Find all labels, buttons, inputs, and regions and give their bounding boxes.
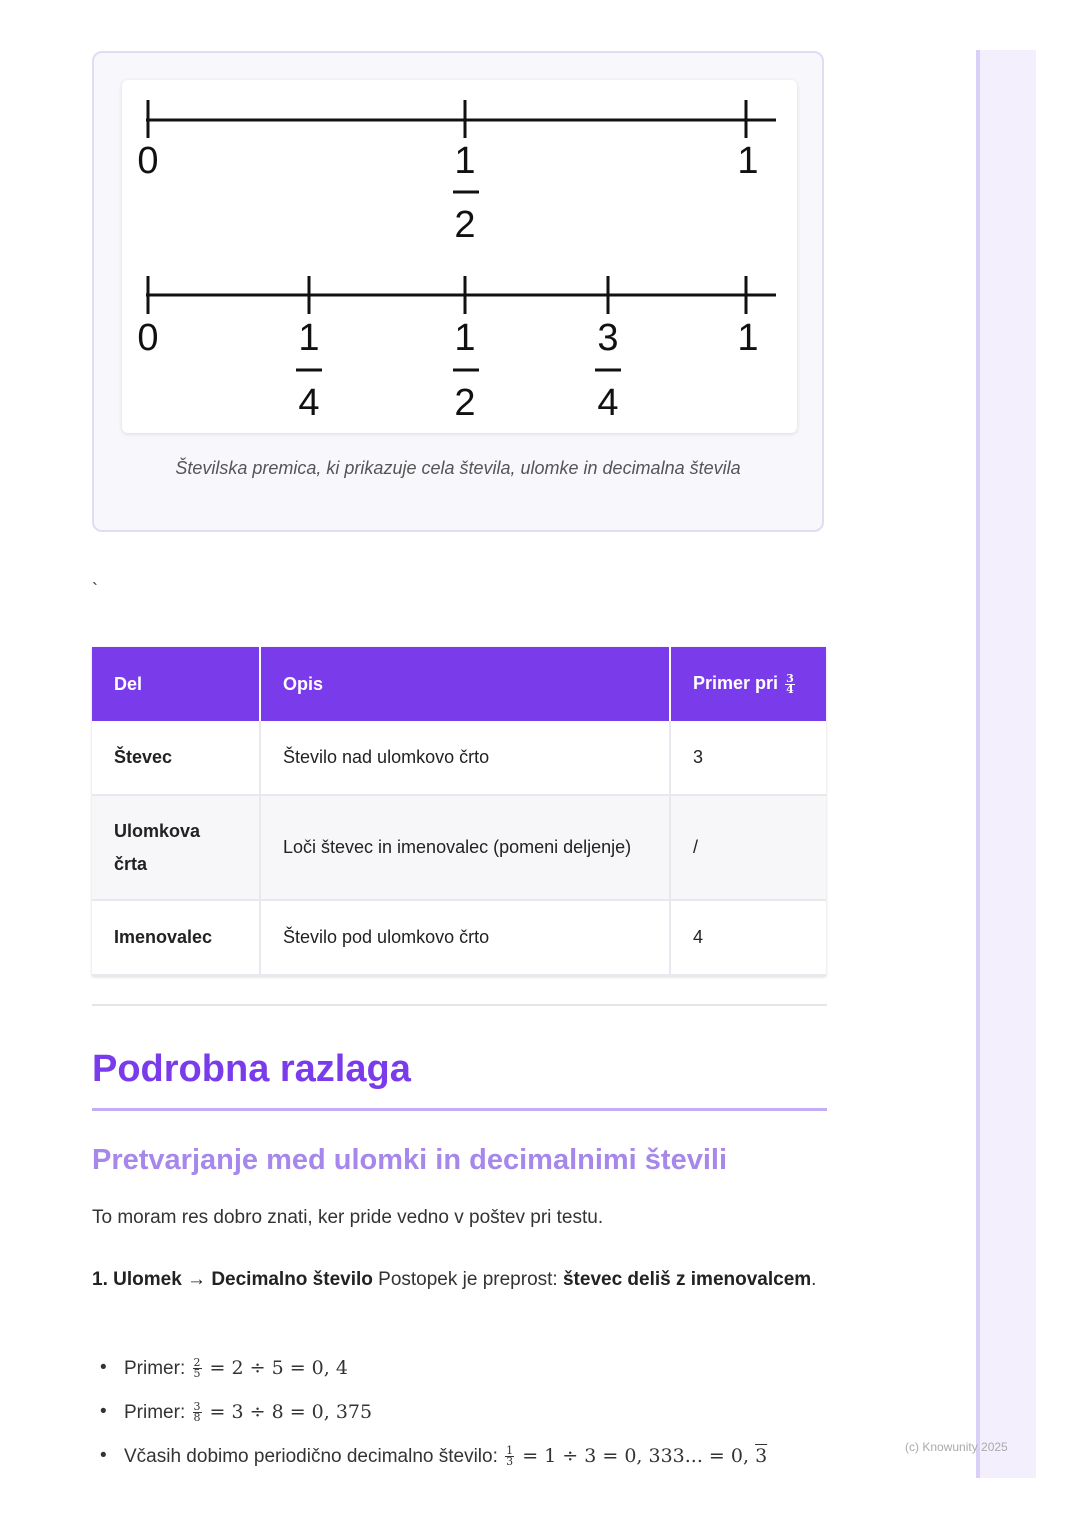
header-primer: Primer pri $\frac{3}{4}$ — [670, 647, 826, 721]
number-line-figure — [122, 80, 797, 433]
section-title: Podrobna razlaga — [92, 1048, 411, 1090]
cell-opis: Število nad ulomkovo črto — [260, 721, 670, 795]
fraction: $\frac{1}{3}$ — [506, 1444, 514, 1469]
header-opis: Opis — [260, 647, 670, 721]
number-line-svg — [122, 80, 797, 433]
cell-opis: Loči števec in imenovalec (pomeni deljenje) — [260, 795, 670, 900]
list-item: • Primer: $\frac{3}{8}$ = 3 ÷ 8 = 0, 375 — [92, 1396, 767, 1440]
nl2-label-half-den: 2 — [454, 382, 476, 424]
table-row — [92, 900, 826, 975]
step-heading: 1. Ulomek → Decimalno število — [92, 1269, 373, 1290]
nl1-label-0: 0 — [137, 140, 159, 182]
nl2-label-quarter-num: 1 — [298, 317, 320, 359]
header-del: Del — [92, 647, 260, 721]
section-subtitle: Pretvarjanje med ulomki in decimalnimi števili — [92, 1144, 728, 1176]
nl2-label-3q-den: 4 — [597, 382, 619, 424]
stray-mark: ` — [92, 580, 98, 600]
nl1-label-half-num: 1 — [454, 140, 476, 182]
cell-del: Ulomkova črta — [92, 795, 260, 900]
fraction: $\frac{3}{8}$ — [193, 1400, 201, 1425]
cell-del: Imenovalec — [92, 900, 260, 975]
step-rule: števec deliš z imenovalcem — [562, 1269, 812, 1290]
figure-caption: Številska premica, ki prikazuje cela števila, ulomke in decimalna števila — [175, 458, 741, 478]
cell-primer: / — [670, 795, 826, 900]
nl2-label-1: 1 — [737, 317, 759, 359]
side-panel — [976, 50, 1036, 1478]
cell-opis: Število pod ulomkovo črto — [260, 900, 670, 975]
cell-del: Števec — [92, 721, 260, 795]
table-row — [92, 721, 826, 795]
intro-paragraph: To moram res dobro znati, ker pride vedno v poštev pri testu. — [92, 1207, 604, 1228]
nl2-label-quarter-den: 4 — [298, 382, 320, 424]
repeating-digit: 3 — [755, 1445, 768, 1467]
cell-primer: 3 — [670, 721, 826, 795]
header-fraction: $\frac{3}{4}$ — [786, 671, 794, 696]
list-item: • Primer: $\frac{2}{5}$ = 2 ÷ 5 = 0, 4 — [92, 1352, 767, 1396]
fraction: $\frac{2}{5}$ — [193, 1356, 201, 1381]
nl2-label-half-num: 1 — [454, 317, 476, 359]
nl2-label-3q-num: 3 — [597, 317, 619, 359]
step-paragraph: 1. Ulomek → Decimalno število Postopek je preprost: števec deliš z imenovalcem. — [92, 1269, 817, 1290]
copyright-footer: (c) Knowunity 2025 — [905, 1440, 1008, 1454]
table-row — [92, 795, 826, 900]
cell-primer: 4 — [670, 900, 826, 975]
nl1-label-1: 1 — [737, 140, 759, 182]
title-underline — [92, 1108, 827, 1111]
nl2-label-0: 0 — [137, 317, 159, 359]
nl1-label-half-den: 2 — [454, 204, 476, 246]
divider — [92, 1004, 827, 1006]
fraction-parts-table — [92, 647, 826, 976]
examples-list — [92, 1352, 767, 1484]
list-item: • Včasih dobimo periodično decimalno število: $\frac{1}{3}$ = 1 ÷ 3 = 0, 333... = 0, 3 — [92, 1440, 767, 1484]
